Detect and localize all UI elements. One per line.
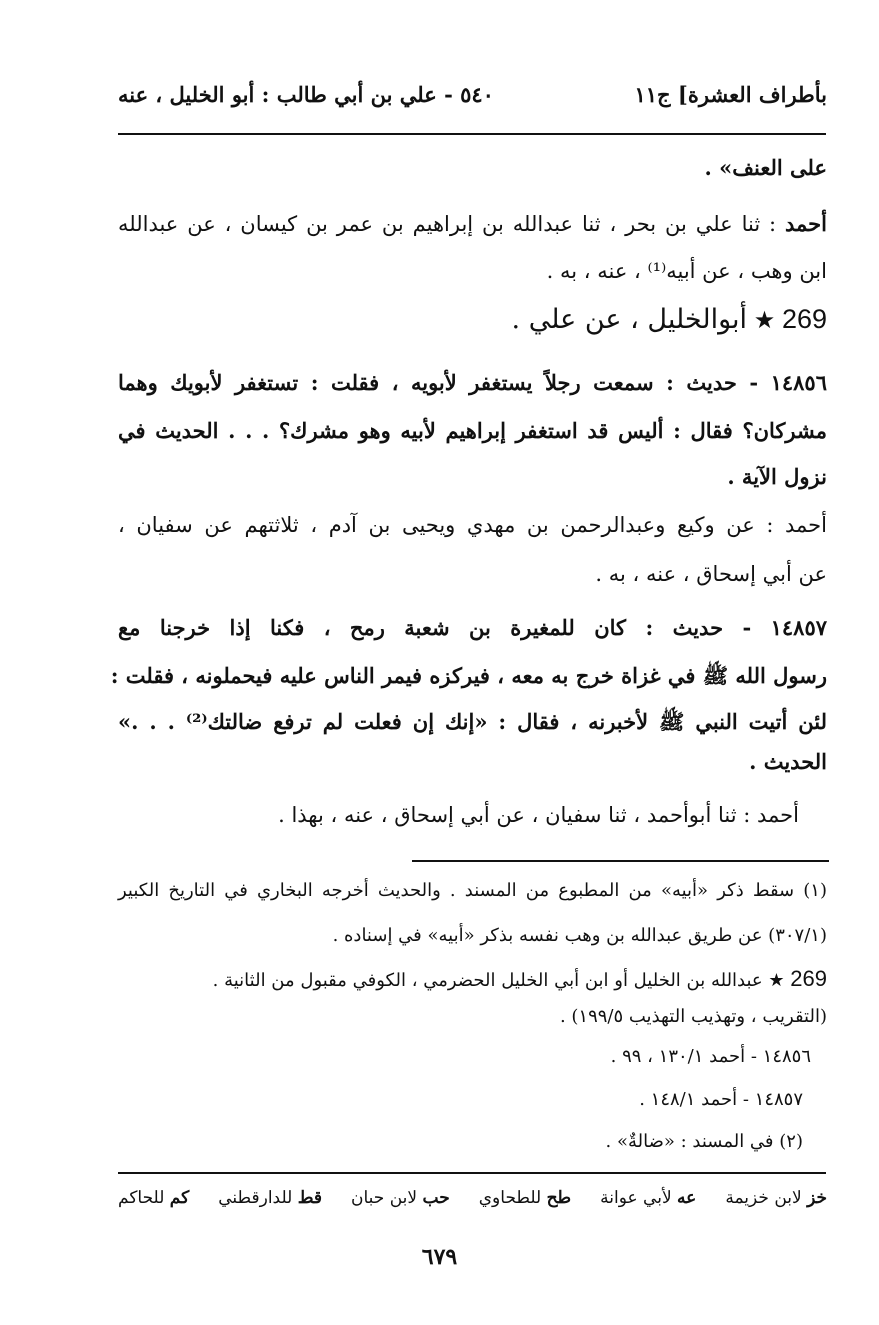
source-line: أحمد : عن وكيع وعبدالرحمن بن مهدي ويحيى بن آدم ، ثلاثتهم عن سفيان ، bbox=[118, 513, 827, 537]
footnote-line: (٢) في المسند : «ضالةٌ» . bbox=[605, 1131, 803, 1152]
entry-heading bbox=[118, 304, 827, 335]
running-header-volume: بأطراف العشرة] ج١١ bbox=[634, 82, 827, 107]
footnote-rule bbox=[412, 860, 829, 862]
hadith-number: ١٤٨٥٦ - حديث : bbox=[666, 370, 827, 395]
footnote-line: ١٤٨٥٦ - أحمد ١٣٠/١ ، ٩٩ . bbox=[610, 1046, 811, 1067]
abbreviation-item: عه لأبي عوانة bbox=[600, 1188, 697, 1208]
hadith-number: ١٤٨٥٧ - حديث : bbox=[645, 615, 828, 640]
hadith-line: نزول الآية . bbox=[727, 464, 827, 489]
footnote-line: (٣٠٧/١) عن طريق عبدالله بن وهب نفسه بذكر «أبيه» في إسناده . bbox=[332, 925, 827, 946]
footnote-line: (التقريب ، وتهذيب التهذيب ١٩٩/٥) . bbox=[559, 1006, 827, 1027]
header-rule bbox=[118, 133, 826, 135]
footer-rule bbox=[118, 1172, 826, 1174]
hadith-line: رسول الله ﷺ في غزاة خرج به معه ، فيركزه فيمر الناس عليه فيحملونه ، فقلت : bbox=[110, 663, 827, 688]
star-icon: ★ bbox=[753, 306, 776, 334]
hadith-line: لئن أتيت النبي ﷺ لأخبرنه ، فقال : «إنك إن فعلت لم ترفع ضالتك⁽²⁾ . . .» bbox=[118, 709, 827, 734]
footnote-line bbox=[118, 966, 827, 992]
abbreviation-item: طح للطحاوي bbox=[478, 1188, 572, 1208]
text-line: أحمد : ثنا علي بن بحر ، ثنا عبدالله بن إبراهيم بن عمر بن كيسان ، عن عبدالله bbox=[118, 211, 827, 236]
source-line: عن أبي إسحاق ، عنه ، به . bbox=[595, 562, 827, 586]
footnote-entry-number: 269 bbox=[790, 966, 827, 991]
hadith-text: كان للمغيرة بن شعبة رمح ، فكنا إذا خرجنا مع bbox=[118, 615, 627, 640]
footnote-line: ١٤٨٥٧ - أحمد ١٤٨/١ . bbox=[639, 1089, 803, 1110]
abbreviation-item: كم للحاكم bbox=[118, 1188, 190, 1208]
abbreviation-legend bbox=[118, 1188, 827, 1208]
abbreviation-item: قط للدارقطني bbox=[218, 1188, 322, 1208]
text-line: ابن وهب ، عن أبيه⁽¹⁾ ، عنه ، به . bbox=[546, 259, 827, 283]
text-line-rest: : ثنا علي بن بحر ، ثنا عبدالله بن إبراهيم بن عمر بن كيسان ، عن عبدالله bbox=[118, 212, 786, 236]
abbreviation-item: خز لابن خزيمة bbox=[725, 1188, 827, 1208]
hadith-line: الحديث . bbox=[749, 749, 827, 774]
abbreviation-item: حب لابن حبان bbox=[351, 1188, 450, 1208]
entry-number: 269 bbox=[781, 304, 827, 334]
footnote-line: (١) سقط ذكر «أبيه» من المطبوع من المسند . والحديث أخرجه البخاري في التاريخ الكبير bbox=[118, 880, 827, 901]
hadith-line: مشركان؟ فقال : أليس قد استغفر إبراهيم لأبيه وهو مشرك؟ . . . الحديث في bbox=[118, 418, 827, 443]
entry-title: أبوالخليل ، عن علي . bbox=[511, 304, 748, 335]
star-icon: ★ bbox=[768, 970, 785, 991]
text-line: على العنف» . bbox=[704, 155, 827, 180]
hadith-text: سمعت رجلاً يستغفر لأبويه ، فقلت : تستغفر لأبويك وهما bbox=[118, 370, 654, 395]
page-number: ٦٧٩ bbox=[421, 1244, 458, 1270]
running-header-chapter: ٥٤٠ - علي بن أبي طالب : أبو الخليل ، عنه bbox=[118, 82, 494, 107]
hadith-line bbox=[118, 615, 827, 640]
footnote-text: عبدالله بن الخليل أو ابن أبي الخليل الحضرمي ، الكوفي مقبول من الثانية . bbox=[212, 970, 763, 991]
hadith-line bbox=[118, 370, 827, 395]
source-line: أحمد : ثنا أبوأحمد ، ثنا سفيان ، عن أبي إسحاق ، عنه ، بهذا . bbox=[278, 803, 799, 827]
